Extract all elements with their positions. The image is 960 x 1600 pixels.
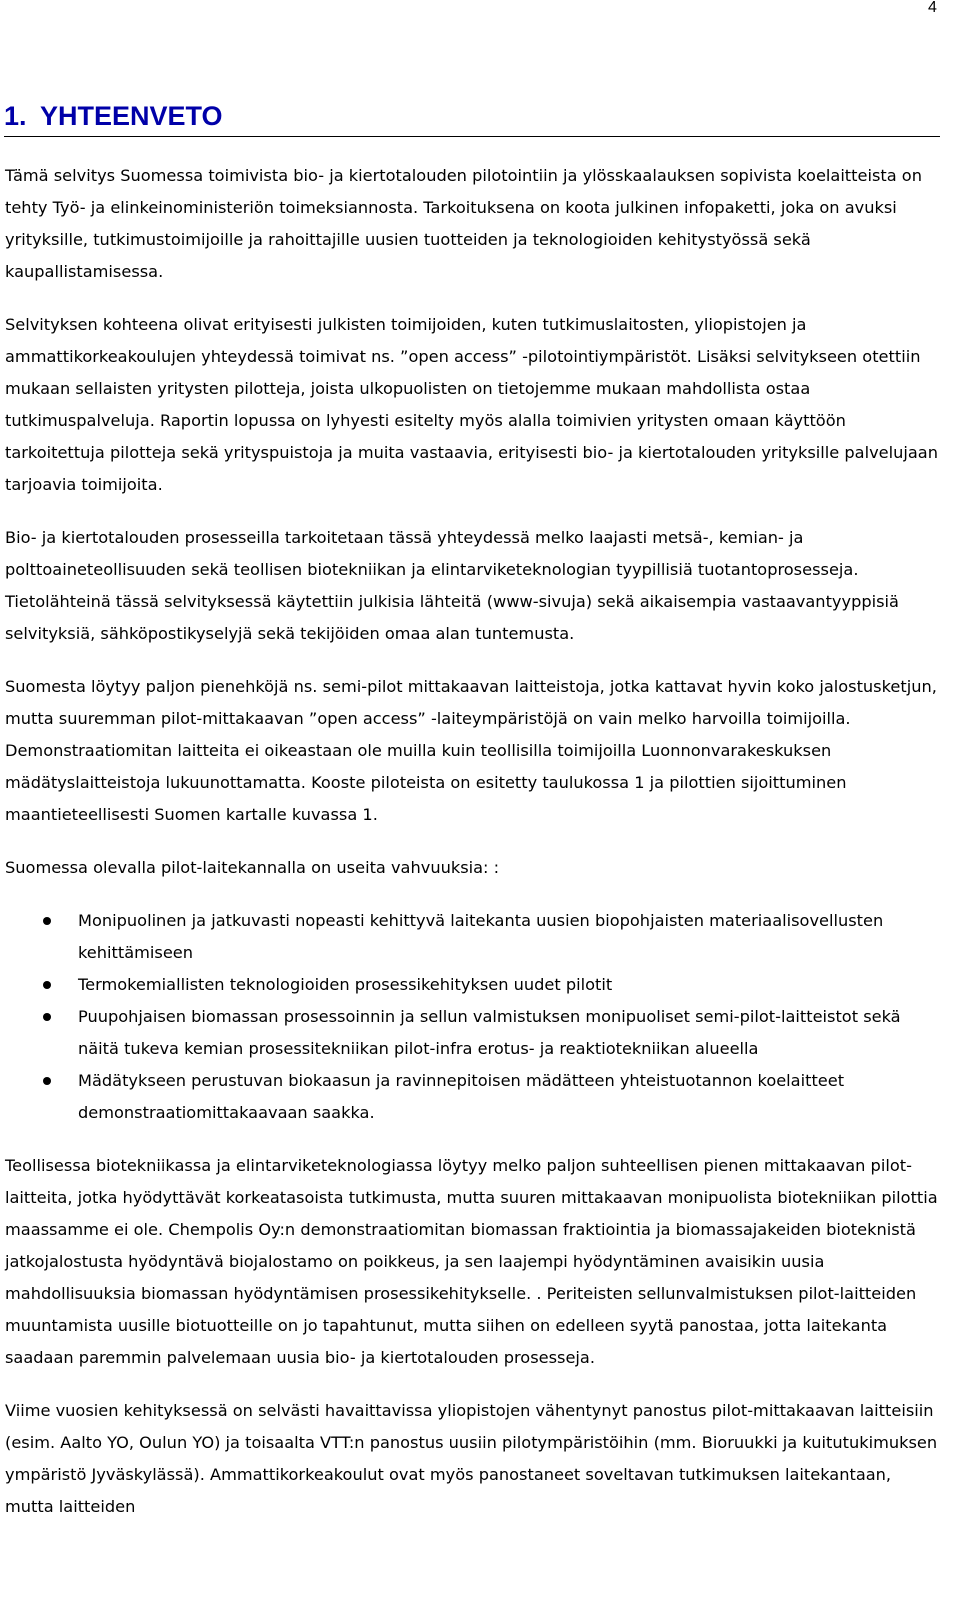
paragraph: Tämä selvitys Suomessa toimivista bio- ja kiertotalouden pilotointiin ja ylösskaalauksen sopivista koelaitteista on tehty Työ- ja elinkeinoministeriön toimeksiannosta. Tarkoituksena on koota julkinen infopaketti, joka on avuksi yrityksille, tutkimustoimijoille ja rahoittajille uusien tuotteiden ja teknologioiden kehitystyössä sekä kaupallistamisessa.: [5, 166, 922, 281]
paragraph: Suomesta löytyy paljon pienehköjä ns. semi-pilot mittakaavan laitteistoja, jotka kattavat hyvin koko jalostusketjun, mutta suuremman pilot-mittakaavan ”open access” -laiteympäristöjä on vain melko harvoilla toimijoilla. Demonstraatiomitan laitteita ei oikeastaan ole muilla kuin teollisilla toimijoilla Luonnonvarakeskuksen mädätyslaitteistoja lukuunottamatta. Kooste piloteista on esitetty taulukossa 1 ja pilottien sijoittuminen maantieteellisesti Suomen kartalle kuvassa 1.: [5, 677, 937, 824]
list-item-text: Puupohjaisen biomassan prosessoinnin ja sellun valmistuksen monipuoliset semi-pilot-laitteistot sekä näitä tukeva kemian prosessitekniikan pilot-infra erotus- ja reaktiotekniikan alueella: [78, 1007, 901, 1058]
list-item-text: Termokemiallisten teknologioiden prosessikehityksen uudet pilotit: [78, 975, 613, 994]
paragraph: Suomessa olevalla pilot-laitekannalla on useita vahvuuksia: :: [5, 858, 500, 877]
paragraph: Bio- ja kiertotalouden prosesseilla tarkoitetaan tässä yhteydessä melko laajasti metsä-, kemian- ja polttoaineteollisuuden sekä teollisen biotekniikan ja elintarviketeknologian tyypillisiä tuotantoprosesseja. Tietolähteinä tässä selvityksessä käytettiin julkisia lähteitä (www-sivuja) sekä aikaisempia vastaavantyyppisiä selvityksiä, sähköpostikyselyjä sekä tekijöiden omaa alan tuntemusta.: [5, 528, 899, 643]
document-body: [5, 160, 940, 1544]
paragraph: Viime vuosien kehityksessä on selvästi havaittavissa yliopistojen vähentynyt panostus pilot-mittakaavan laitteisiin (esim. Aalto YO, Oulun YO) ja toisaalta VTT:n panostus uusiin pilotympäristöihin (mm. Bioruukki ja kuitutukimuksen ympäristö Jyväskylässä). Ammattikorkeakoulut ovat myös panostaneet soveltavan tutkimuksen laitekantaan, mutta laitteiden: [5, 1401, 938, 1516]
list-item: [5, 1065, 940, 1129]
bullet-icon: [43, 1077, 51, 1085]
paragraph: Teollisessa biotekniikassa ja elintarviketeknologiassa löytyy melko paljon suhteellisen pienen mittakaavan pilot-laitteita, jotka hyödyttävät korkeatasoista tutkimusta, mutta suuren mittakaavan monipuolista biotekniikan pilottia maassamme ei ole. Chempolis Oy:n demonstraatiomitan biomassan fraktiointia ja biomassajakeiden bioteknistä jatkojalostusta hyödyntävä biojalostamo on poikkeus, ja sen laajempi hyödyntäminen avaisikin uusia mahdollisuuksia biomassan hyödyntämisen prosessikehitykselle. . Periteisten sellunvalmistuksen pilot-laitteiden muuntamista uusille biotuotteille on jo tapahtunut, mutta siihen on edelleen syytä panostaa, jotta laitekanta saadaan paremmin palvelemaan uusia bio- ja kiertotalouden prosesseja.: [5, 1156, 938, 1367]
list-item: [5, 905, 940, 969]
list-item-text: Mädätykseen perustuvan biokaasun ja ravinnepitoisen mädätteen yhteistuotannon koelaitteet demonstraatiomittakaavaan saakka.: [78, 1071, 845, 1122]
list-item: [5, 1001, 940, 1065]
bullet-icon: [43, 917, 51, 925]
strengths-list: [5, 905, 940, 1129]
list-item: [5, 969, 940, 1001]
section-number: 1.: [4, 101, 27, 131]
bullet-icon: [43, 981, 51, 989]
bullet-icon: [43, 1013, 51, 1021]
list-item-text: Monipuolinen ja jatkuvasti nopeasti kehittyvä laitekanta uusien biopohjaisten materiaalisovellusten kehittämiseen: [78, 911, 884, 962]
page-number: 4: [928, 0, 937, 16]
paragraph: Selvityksen kohteena olivat erityisesti julkisten toimijoiden, kuten tutkimuslaitosten, yliopistojen ja ammattikorkeakoulujen yhteydessä toimivat ns. ”open access” -pilotointiympäristöt. Lisäksi selvitykseen otettiin mukaan sellaisten yritysten pilotteja, joista ulkopuolisten on tietojemme mukaan mahdollista ostaa tutkimuspalveluja. Raportin lopussa on lyhyesti esitelty myös alalla toimivien yritysten omaan käyttöön tarkoitettuja pilotteja sekä yrityspuistoja ja muita vastaavia, erityisesti bio- ja kiertotalouden yrityksille palvelujaan tarjoavia toimijoita.: [5, 315, 938, 494]
section-heading: [4, 98, 940, 137]
section-title: YHTEENVETO: [40, 101, 223, 131]
